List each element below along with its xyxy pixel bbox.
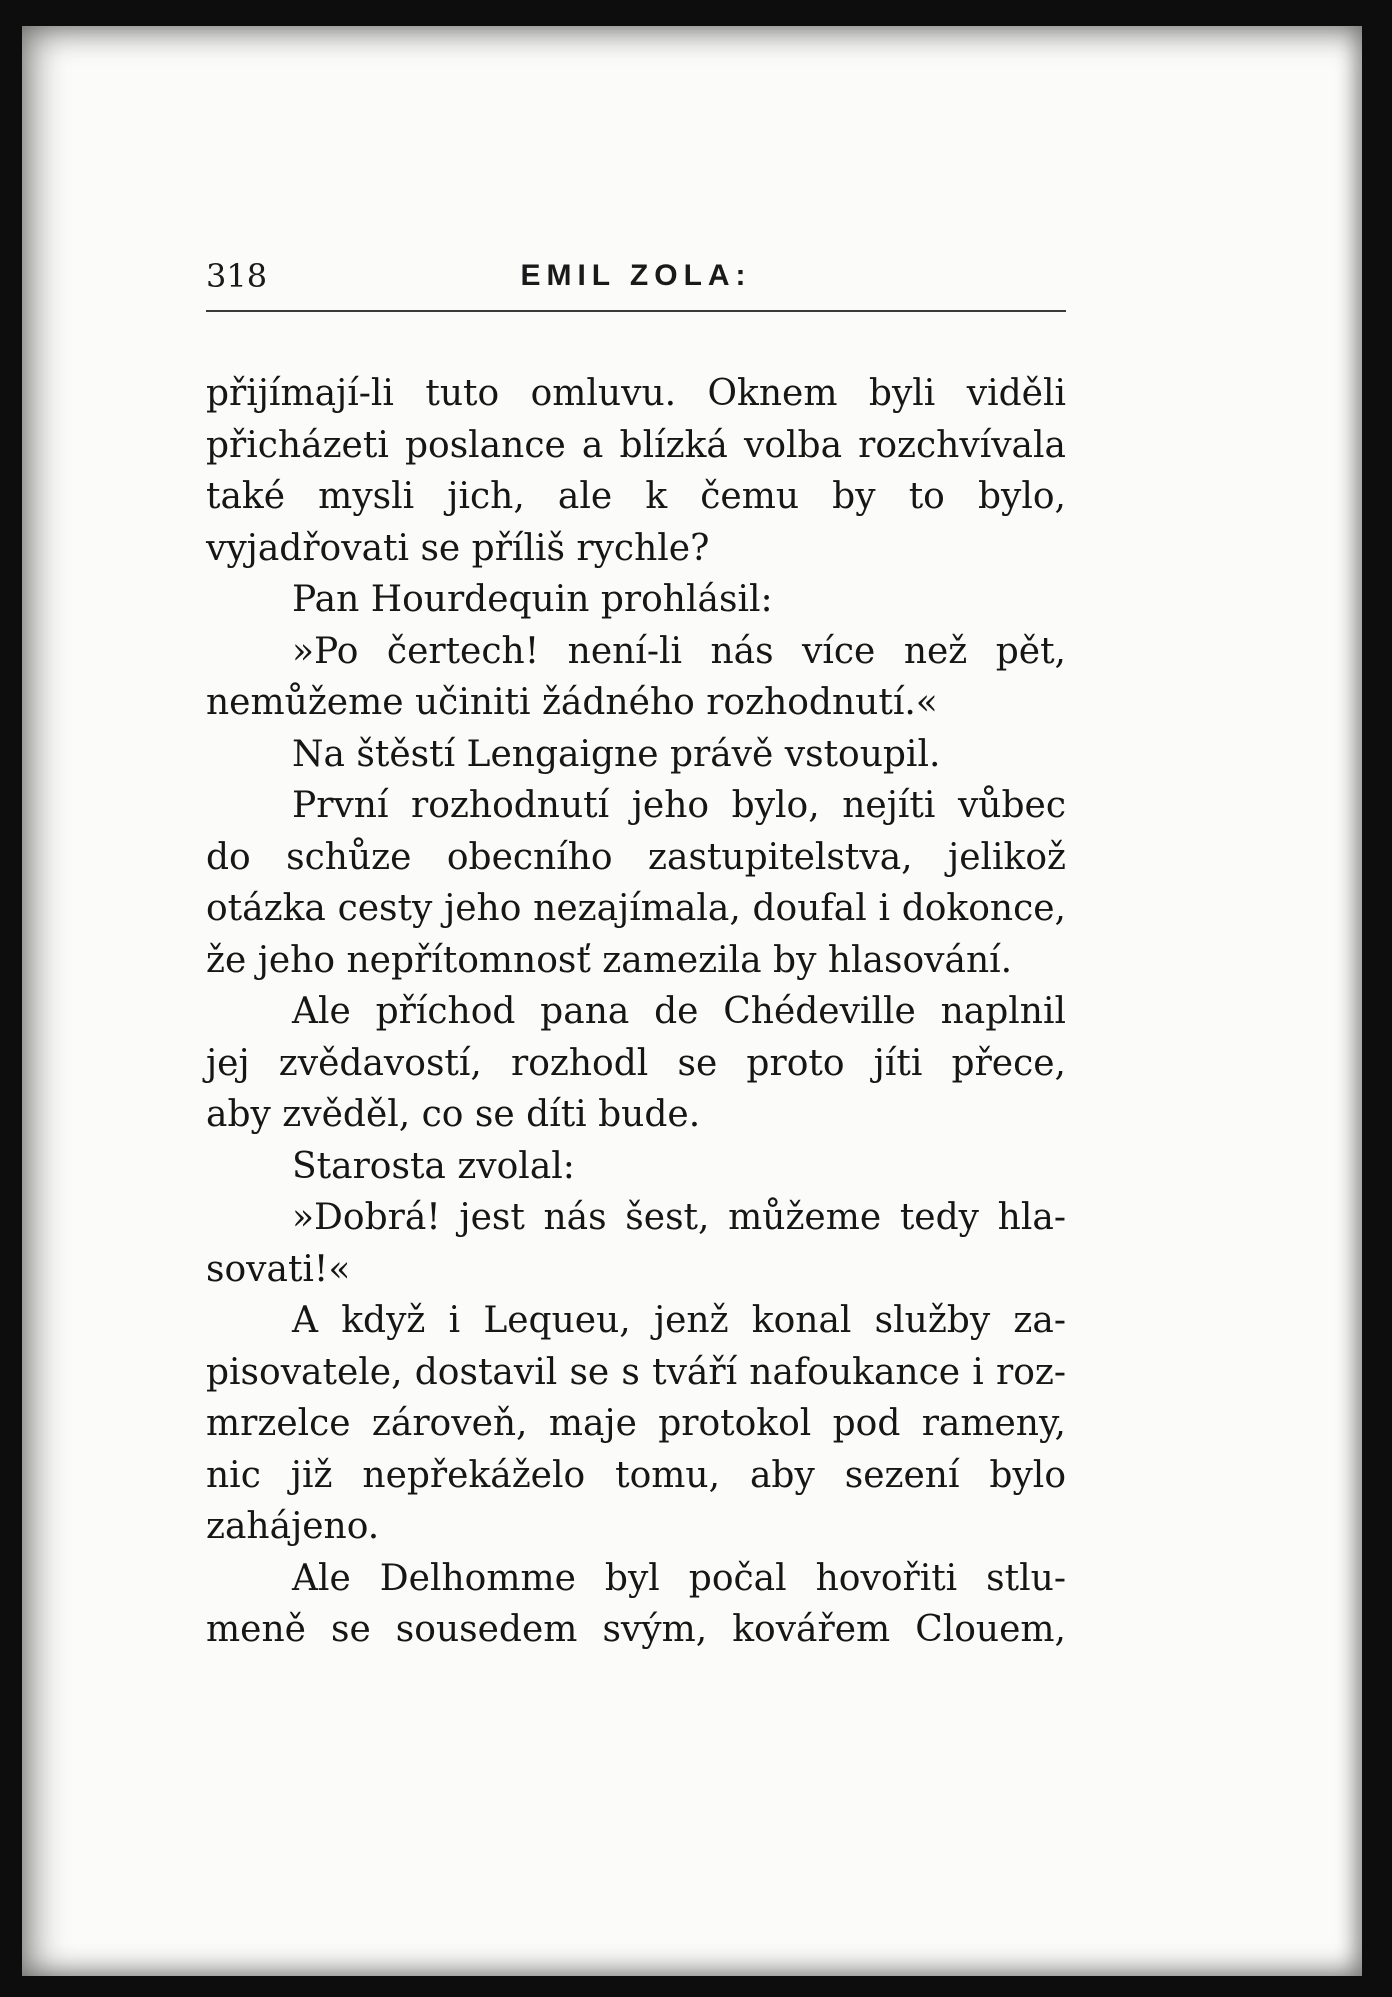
text-line: Ale příchod pana de Chédeville naplnil — [292, 991, 1066, 1032]
page-header — [206, 255, 1066, 303]
text-line: sovati!« — [206, 1248, 351, 1290]
text-line: pisovatele, dostavil se s tváří nafoukance i roz- — [206, 1351, 1066, 1393]
body-text — [206, 368, 1066, 1656]
text-line: nemůžeme učiniti žádného rozhodnutí.« — [206, 682, 938, 723]
text-line: vyjadřovati se příliš rychle? — [206, 527, 710, 569]
text-line: Na štěstí Lengaigne právě vstoupil. — [292, 733, 941, 775]
text-line: jej zvědavostí, rozhodl se proto jíti přece, — [206, 1042, 1066, 1084]
running-head: EMIL ZOLA: — [520, 259, 752, 292]
text-line: »Po čertech! není-li nás více než pět, — [292, 630, 1066, 672]
text-line: aby zvěděl, co se díti bude. — [206, 1094, 701, 1135]
text-line: přijímají-li tuto omluvu. Oknem byli viděli — [206, 373, 1066, 414]
text-line: do schůze obecního zastupitelstva, jelikož — [206, 836, 1066, 878]
text-line: meně se sousedem svým, kovářem Clouem, — [206, 1609, 1066, 1650]
text-line: přicházeti poslance a blízká volba rozchvívala — [206, 424, 1066, 466]
text-line: »Dobrá! jest nás šest, můžeme tedy hla- — [292, 1197, 1066, 1238]
text-line: mrzelce zároveň, maje protokol pod rameny, — [206, 1403, 1066, 1444]
text-line: A když i Lequeu, jenž konal služby za- — [292, 1300, 1066, 1341]
text-line: také mysli jich, ale k čemu by to bylo, — [206, 476, 1066, 517]
header-rule — [206, 310, 1066, 312]
text-line: nic již nepřekáželo tomu, aby sezení bylo — [206, 1454, 1066, 1496]
text-line: otázka cesty jeho nezajímala, doufal i dokonce, — [206, 888, 1066, 929]
text-line: zahájeno. — [206, 1506, 380, 1547]
text-line: Ale Delhomme byl počal hovořiti stlu- — [292, 1557, 1066, 1599]
text-line: že jeho nepřítomnosť zamezila by hlasování. — [206, 939, 1013, 981]
text-line: Pan Hourdequin prohlásil: — [292, 579, 773, 620]
text-line: Starosta zvolal: — [292, 1145, 575, 1187]
text-line: První rozhodnutí jeho bylo, nejíti vůbec — [292, 785, 1066, 826]
page-number: 318 — [206, 257, 268, 295]
